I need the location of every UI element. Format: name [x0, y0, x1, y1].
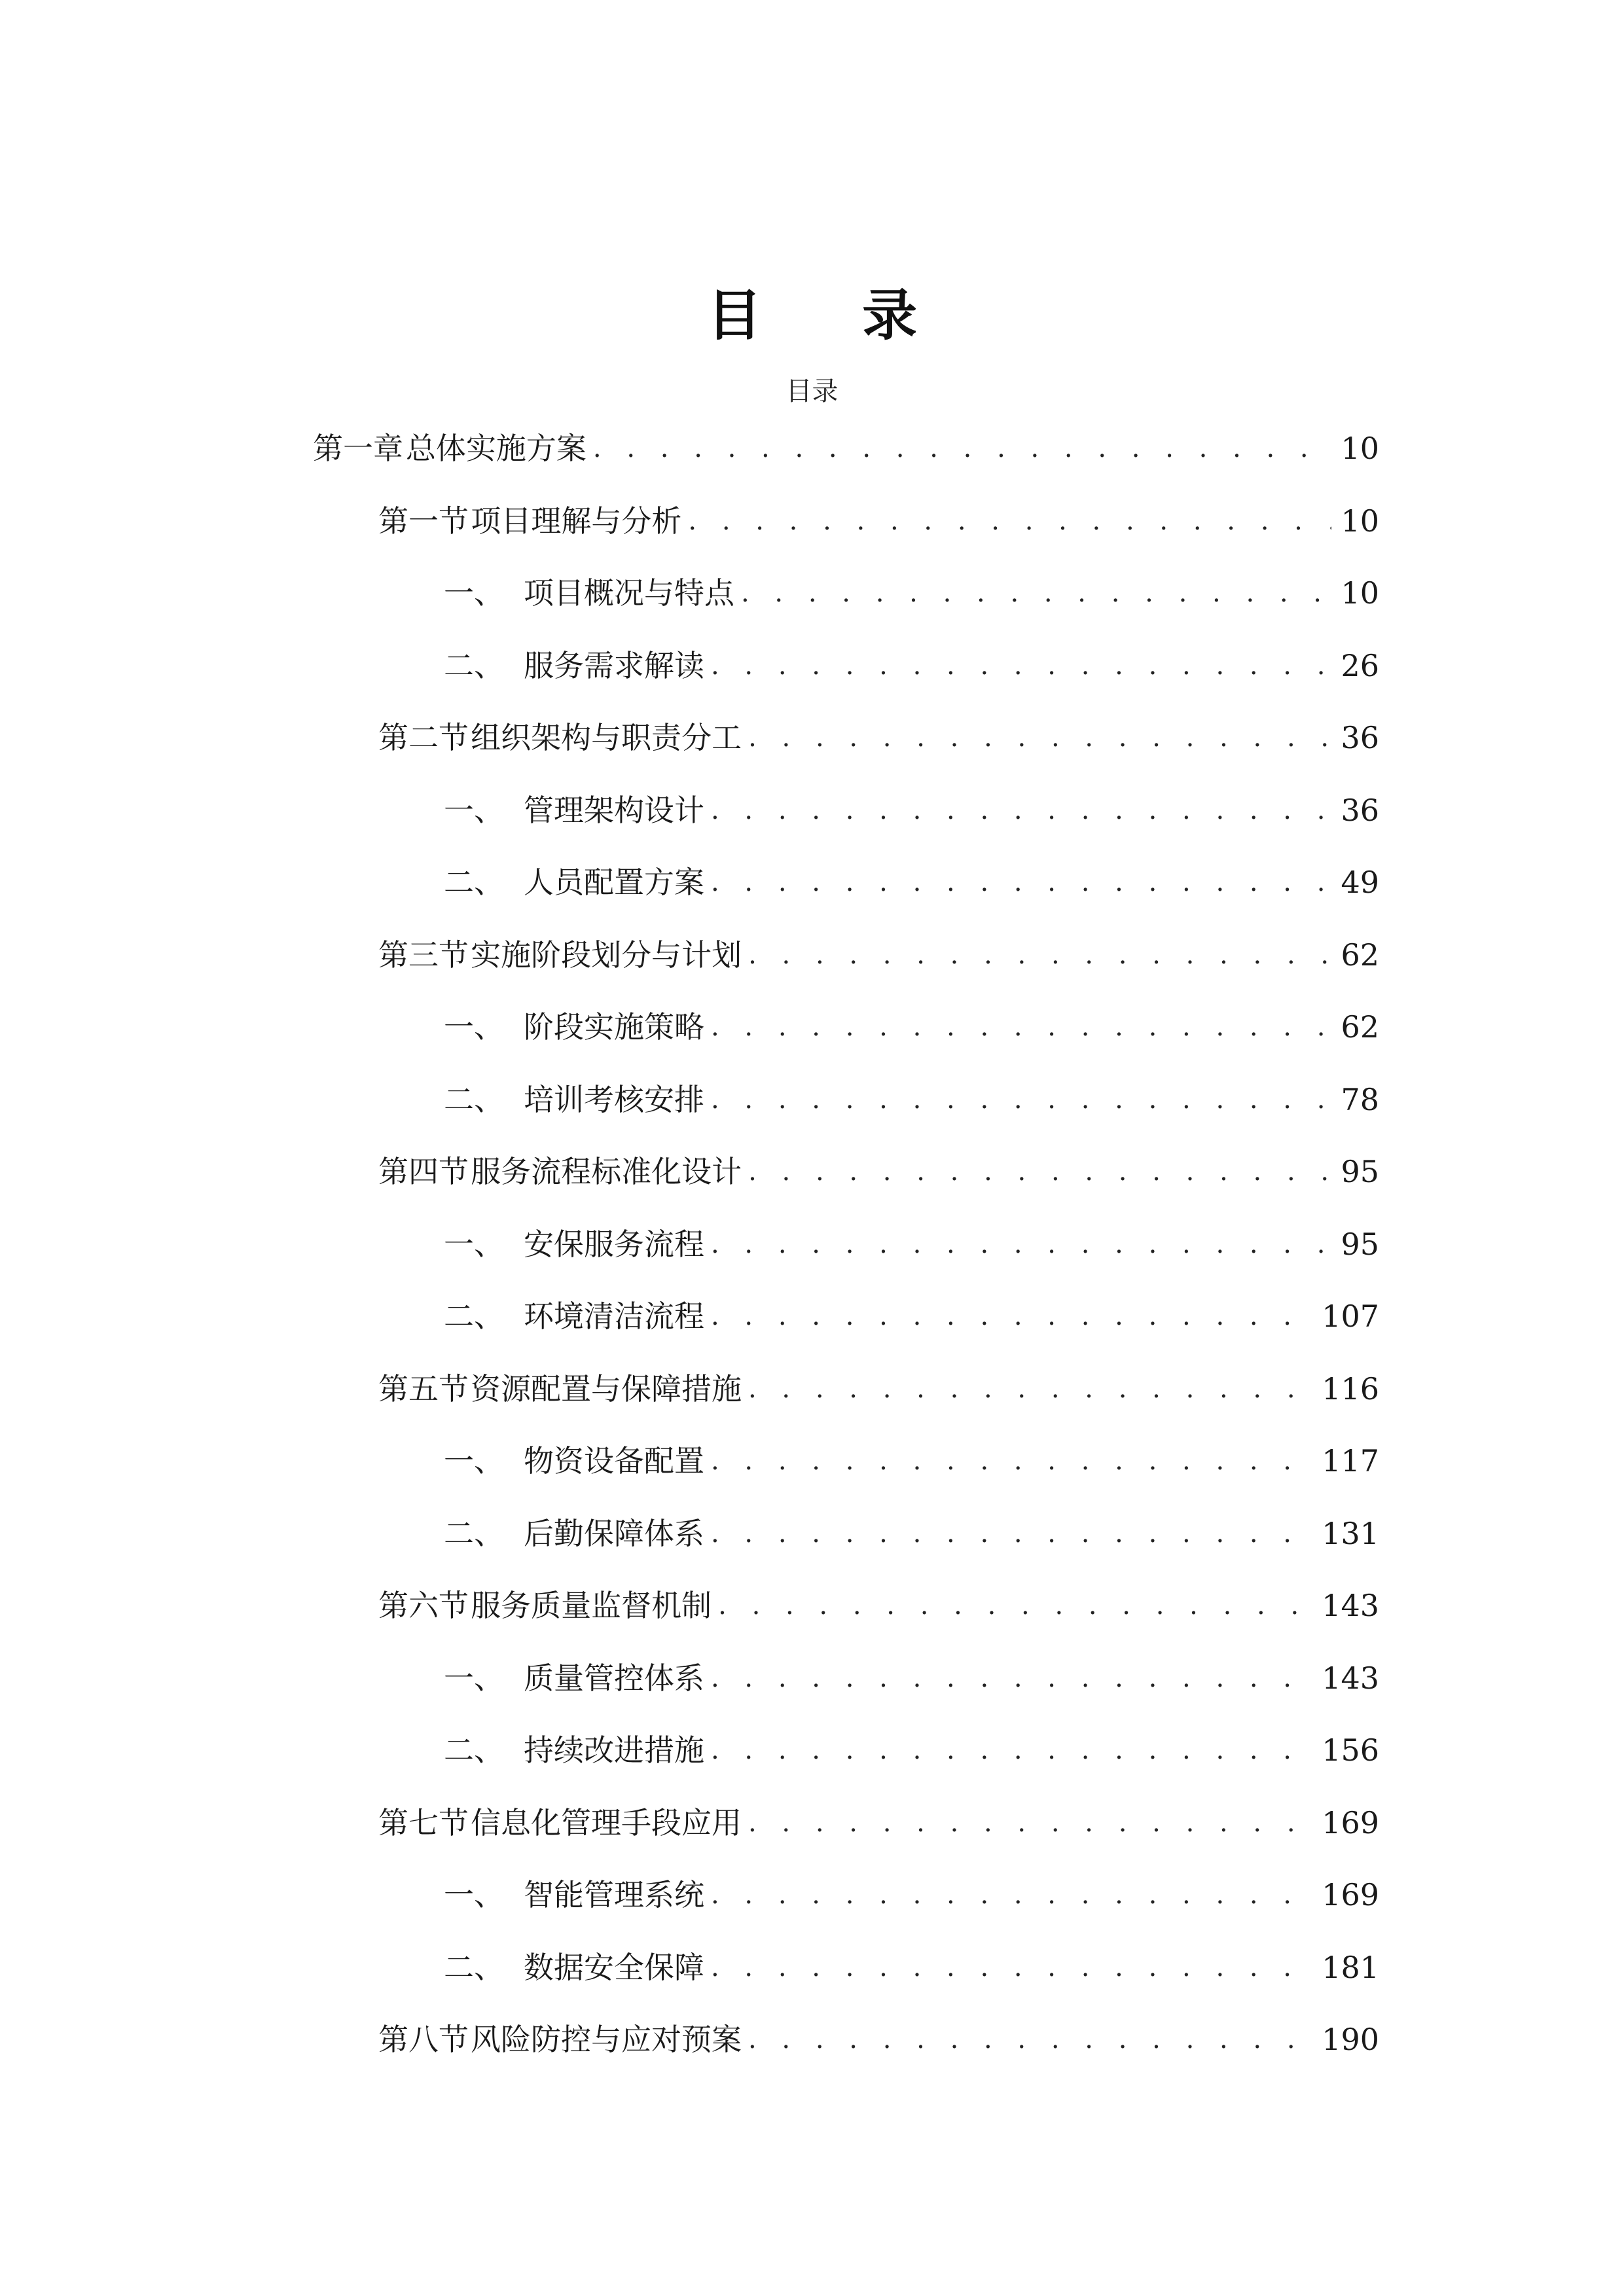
toc-entry-number: 第八节 — [378, 2022, 469, 2057]
page-subtitle: 目录 — [785, 376, 839, 406]
toc-entry[interactable] — [444, 1872, 1379, 1918]
toc-entry-number: 第三节 — [378, 937, 469, 973]
toc-dot-leader — [711, 1655, 1312, 1701]
toc-entry[interactable] — [444, 1945, 1379, 1990]
toc-dot-leader — [748, 1149, 1331, 1194]
toc-dot-leader — [748, 715, 1331, 761]
toc-dot-leader — [593, 425, 1332, 471]
toc-dot-leader — [748, 2017, 1312, 2062]
toc-entry-number: 一、 — [444, 1443, 504, 1479]
toc-entry-page-number: 131 — [1322, 1515, 1379, 1551]
toc-entry[interactable] — [444, 1293, 1379, 1339]
toc-entry-page-number: 156 — [1322, 1732, 1379, 1768]
toc-entry-page-number: 117 — [1322, 1443, 1379, 1479]
toc-entry[interactable] — [444, 859, 1379, 905]
toc-dot-leader — [711, 859, 1331, 905]
toc-entry-number: 第二节 — [378, 720, 469, 755]
toc-entry-page-number: 95 — [1341, 1154, 1379, 1189]
toc-entry-page-number: 36 — [1341, 792, 1379, 828]
toc-entry-label: 总体实施方案 — [405, 431, 586, 466]
toc-entry[interactable] — [444, 1438, 1379, 1484]
toc-dot-leader — [741, 570, 1331, 616]
toc-dot-leader — [711, 1511, 1312, 1556]
toc-dot-leader — [688, 498, 1331, 544]
toc-entry-page-number: 10 — [1341, 503, 1379, 539]
toc-dot-leader — [711, 1438, 1312, 1484]
toc-entry-number: 二、 — [444, 1081, 504, 1117]
toc-entry[interactable] — [444, 1077, 1379, 1122]
toc-entry-label: 安保服务流程 — [524, 1226, 704, 1262]
toc-entry[interactable] — [444, 1511, 1379, 1556]
toc-dot-leader — [718, 1583, 1312, 1628]
toc-entry[interactable] — [378, 715, 1379, 761]
toc-entry-page-number: 26 — [1341, 647, 1379, 683]
toc-entry-label: 数据安全保障 — [524, 1949, 704, 1985]
toc-entry-label: 培训考核安排 — [524, 1081, 704, 1117]
toc-entry-number: 第七节 — [378, 1804, 469, 1840]
toc-entry[interactable] — [444, 1727, 1379, 1773]
toc-entry-page-number: 107 — [1322, 1299, 1379, 1334]
toc-dot-leader — [711, 1872, 1312, 1918]
toc-entry-number: 第六节 — [378, 1588, 469, 1623]
toc-dot-leader — [711, 1077, 1331, 1122]
toc-entry-page-number: 10 — [1341, 431, 1379, 466]
toc-entry-label: 阶段实施策略 — [524, 1009, 704, 1045]
toc-dot-leader — [748, 1366, 1312, 1412]
toc-entry-page-number: 78 — [1341, 1081, 1379, 1117]
toc-entry[interactable] — [378, 498, 1379, 544]
toc-dot-leader — [711, 643, 1331, 689]
toc-entry-number: 二、 — [444, 865, 504, 900]
toc-entry-number: 二、 — [444, 1949, 504, 1985]
toc-entry[interactable] — [378, 1800, 1379, 1846]
toc-entry[interactable] — [313, 425, 1379, 471]
toc-entry[interactable] — [444, 1655, 1379, 1701]
toc-entry-number: 一、 — [444, 1226, 504, 1262]
toc-entry-label: 管理架构设计 — [524, 792, 704, 828]
toc-entry-page-number: 181 — [1322, 1949, 1379, 1985]
toc-entry-number: 第一节 — [378, 503, 469, 539]
toc-dot-leader — [711, 1221, 1331, 1267]
toc-entry-label: 实施阶段划分与计划 — [471, 937, 742, 973]
toc-entry-label: 项目理解与分析 — [471, 503, 682, 539]
toc-dot-leader — [748, 932, 1331, 978]
toc-entry-number: 第五节 — [378, 1371, 469, 1407]
toc-entry-label: 智能管理系统 — [524, 1877, 704, 1912]
toc-entry-page-number: 169 — [1322, 1804, 1379, 1840]
toc-entry-label: 后勤保障体系 — [524, 1515, 704, 1551]
toc-entry-page-number: 95 — [1341, 1226, 1379, 1262]
toc-entry-label: 组织架构与职责分工 — [471, 720, 742, 755]
page-title: 目 录 — [706, 283, 958, 348]
toc-entry[interactable] — [378, 932, 1379, 978]
toc-entry-number: 二、 — [444, 647, 504, 683]
toc-entry-label: 服务需求解读 — [524, 647, 704, 683]
toc-entry-label: 项目概况与特点 — [524, 575, 734, 611]
toc-entry-page-number: 169 — [1322, 1877, 1379, 1912]
toc-entry-number: 一、 — [444, 575, 504, 611]
toc-entry-page-number: 49 — [1341, 865, 1379, 900]
toc-entry-label: 持续改进措施 — [524, 1732, 704, 1768]
toc-dot-leader — [711, 787, 1331, 833]
toc-entry-number: 二、 — [444, 1299, 504, 1334]
toc-entry-label: 环境清洁流程 — [524, 1299, 704, 1334]
toc-entry-label: 服务质量监督机制 — [471, 1588, 712, 1623]
toc-entry[interactable] — [444, 1221, 1379, 1267]
toc-entry[interactable] — [444, 570, 1379, 616]
toc-entry-page-number: 10 — [1341, 575, 1379, 611]
toc-dot-leader — [711, 1004, 1331, 1050]
toc-entry-label: 信息化管理手段应用 — [470, 1804, 742, 1840]
toc-dot-leader — [711, 1293, 1312, 1339]
toc-entry-label: 物资设备配置 — [524, 1443, 704, 1479]
toc-entry-label: 人员配置方案 — [524, 865, 704, 900]
toc-entry-page-number: 143 — [1322, 1588, 1379, 1623]
toc-entry-page-number: 143 — [1322, 1660, 1379, 1696]
toc-dot-leader — [711, 1727, 1312, 1773]
toc-entry-number: 第一章 — [313, 431, 403, 466]
toc-entry-number: 一、 — [444, 1009, 504, 1045]
toc-dot-leader — [748, 1800, 1312, 1846]
toc-entry-page-number: 36 — [1341, 720, 1379, 755]
toc-entry-number: 二、 — [444, 1732, 504, 1768]
toc-entry-number: 一、 — [444, 1660, 504, 1696]
toc-entry[interactable] — [444, 1004, 1379, 1050]
toc-entry-label: 资源配置与保障措施 — [470, 1371, 742, 1407]
toc-entry-page-number: 62 — [1341, 937, 1379, 973]
toc-entry-label: 服务流程标准化设计 — [471, 1154, 742, 1189]
toc-entry-number: 第四节 — [378, 1154, 469, 1189]
toc-entry-number: 一、 — [444, 792, 504, 828]
toc-entry[interactable] — [378, 2017, 1379, 2062]
toc-entry[interactable] — [378, 1366, 1379, 1412]
toc-entry-page-number: 190 — [1322, 2022, 1379, 2057]
toc-entry-page-number: 62 — [1341, 1009, 1379, 1045]
toc-entry-page-number: 116 — [1322, 1371, 1379, 1407]
toc-entry[interactable] — [378, 1149, 1379, 1194]
toc-entry[interactable] — [378, 1583, 1379, 1628]
toc-entry[interactable] — [444, 787, 1379, 833]
toc-dot-leader — [711, 1945, 1312, 1990]
toc-entry[interactable] — [444, 643, 1379, 689]
toc-entry-number: 一、 — [444, 1877, 504, 1912]
toc-entry-number: 二、 — [444, 1515, 504, 1551]
toc-entry-label: 风险防控与应对预案 — [470, 2022, 742, 2057]
toc-entry-label: 质量管控体系 — [524, 1660, 704, 1696]
